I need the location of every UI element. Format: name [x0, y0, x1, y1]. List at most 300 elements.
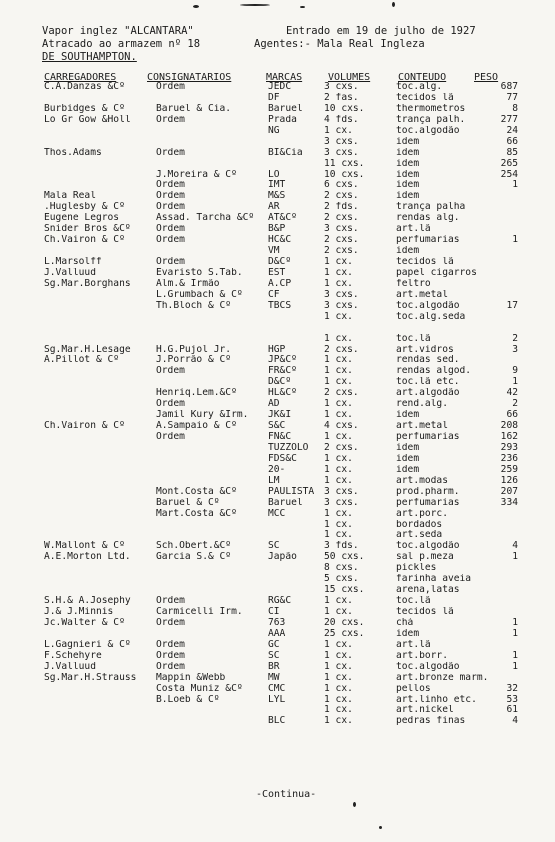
cell-marca: BR — [268, 661, 280, 672]
cell-conteudo: chá — [396, 617, 414, 628]
vessel-name: Vapor inglez "ALCANTARA" — [42, 25, 194, 37]
manifest-table — [0, 82, 555, 727]
cell-conteudo: art.metal — [396, 421, 448, 432]
cell-conteudo: toc.alg.seda — [396, 311, 466, 322]
cell-carregador: Lo Gr Gow &Holl — [44, 114, 131, 125]
cell-peso: 66 — [506, 410, 518, 421]
cell-conteudo: idem — [396, 410, 420, 421]
cell-peso: 1 — [512, 650, 518, 661]
cell-consignatario: Ordem — [156, 147, 185, 158]
table-row — [0, 82, 555, 93]
cell-peso: 254 — [500, 169, 518, 180]
table-row — [0, 312, 555, 323]
cell-conteudo: idem — [396, 464, 420, 475]
table-row — [0, 574, 555, 585]
cell-conteudo: trança palh. — [396, 114, 466, 125]
cell-marca: LM — [268, 475, 280, 486]
cell-volumes: 2 cxs. — [324, 213, 359, 224]
table-row — [0, 585, 555, 596]
cell-conteudo: pedras finas — [396, 716, 466, 727]
cell-conteudo: idem — [396, 158, 420, 169]
cell-consignatario: Ordem — [156, 235, 185, 246]
cell-volumes: 25 cxs. — [324, 628, 365, 639]
cell-volumes: 11 cxs. — [324, 158, 365, 169]
cell-peso: 85 — [506, 147, 518, 158]
cell-volumes: 20 cxs. — [324, 617, 365, 628]
cell-marca: Baruel — [268, 103, 303, 114]
cell-volumes: 1 cx. — [324, 257, 353, 267]
cell-conteudo: toc.lã — [396, 333, 431, 344]
cell-consignatario: Ordem — [156, 202, 185, 213]
table-row — [0, 684, 555, 695]
cell-marca: SC — [268, 541, 280, 552]
table-row — [0, 170, 555, 181]
cell-conteudo: trança palha — [396, 202, 466, 213]
cell-consignatario: Ordem — [156, 191, 185, 202]
cell-peso: 208 — [500, 421, 518, 432]
arrival-date: Entrado em 19 de julho de 1927 — [286, 25, 476, 37]
cell-carregador: .Huglesby & Cº — [44, 202, 125, 213]
cell-consignatario: J.Porrão & Cº — [156, 355, 232, 366]
cell-conteudo: art.lã — [396, 639, 431, 650]
cell-consignatario: H.G.Pujol Jr. — [156, 344, 232, 355]
table-row — [0, 563, 555, 574]
cell-conteudo: pellos — [396, 683, 431, 694]
cell-peso: 265 — [500, 158, 518, 169]
scan-speck — [240, 4, 270, 6]
table-row — [0, 716, 555, 727]
cell-marca: Baruel — [268, 497, 303, 508]
cell-carregador: C.A.Danzas &Cº — [44, 82, 125, 92]
cell-consignatario: Ordem — [156, 82, 185, 92]
cell-volumes: 1 cx. — [324, 672, 353, 683]
column-header-conteudo: CONTEUDO — [398, 72, 447, 83]
cell-carregador: A.Pillot & Cº — [44, 355, 120, 366]
table-row — [0, 596, 555, 607]
cell-carregador: Sg.Mar.H.Lesage — [44, 344, 131, 355]
table-row — [0, 705, 555, 716]
cell-consignatario: Mart.Costa &Cº — [156, 508, 237, 519]
table-row — [0, 552, 555, 563]
cell-marca: FR&Cº — [268, 366, 297, 377]
cell-consignatario: Assad. Tarcha &Cº — [156, 213, 255, 224]
table-row — [0, 443, 555, 454]
cell-peso: 259 — [500, 464, 518, 475]
cell-consignatario: Sch.Obert.&Cº — [156, 541, 232, 552]
cell-conteudo: bordados — [396, 519, 443, 530]
cell-peso: 3 — [512, 344, 518, 355]
scan-speck — [193, 5, 199, 8]
cell-conteudo: tecidos lã — [396, 257, 454, 267]
cell-volumes: 2 cxs. — [324, 235, 359, 246]
cell-conteudo: idem — [396, 169, 420, 180]
cell-consignatario: Jamil Kury &Irm. — [156, 410, 249, 421]
cell-volumes: 3 cxs. — [324, 300, 359, 311]
cell-volumes: 3 cxs. — [324, 82, 359, 92]
cell-conteudo: art.lã — [396, 224, 431, 235]
cell-carregador: A.E.Morton Ltd. — [44, 552, 131, 563]
cell-marca: DF — [268, 92, 280, 103]
cell-carregador: Sg.Mar.Borghans — [44, 278, 131, 289]
cell-marca: MCC — [268, 508, 286, 519]
cell-carregador: L.Gagnieri & Cº — [44, 639, 131, 650]
cell-marca: PAULISTA — [268, 486, 315, 497]
cell-marca: BLC — [268, 716, 286, 727]
table-row — [0, 323, 555, 334]
cell-marca: HC&C — [268, 235, 292, 246]
cell-peso: 42 — [506, 388, 518, 399]
cell-peso: 687 — [500, 82, 518, 92]
cell-volumes: 1 cx. — [324, 311, 353, 322]
cell-peso: 4 — [512, 716, 518, 727]
cell-conteudo: sal p.meza — [396, 552, 454, 563]
table-row — [0, 530, 555, 541]
table-row — [0, 377, 555, 388]
cell-conteudo: prod.pharm. — [396, 486, 460, 497]
cell-carregador: Burbidges & Cº — [44, 103, 125, 114]
cell-consignatario: Ordem — [156, 596, 185, 607]
cell-conteudo: toc.algodão — [396, 125, 460, 136]
cell-volumes: 8 cxs. — [324, 563, 359, 574]
cell-marca: Prada — [268, 114, 297, 125]
cell-conteudo: art.porc. — [396, 508, 448, 519]
cell-volumes: 2 fas. — [324, 92, 359, 103]
table-row — [0, 607, 555, 618]
cell-conteudo: rendas algod. — [396, 366, 472, 377]
table-row — [0, 640, 555, 651]
cell-consignatario: Ordem — [156, 639, 185, 650]
cell-volumes: 10 cxs. — [324, 103, 365, 114]
table-row — [0, 334, 555, 345]
cell-peso: 17 — [506, 300, 518, 311]
cell-carregador: Ch.Vairon & Cº — [44, 421, 125, 432]
cell-consignatario: A.Sampaio & Cº — [156, 421, 237, 432]
cell-peso: 1 — [512, 661, 518, 672]
cell-consignatario: Ordem — [156, 180, 185, 191]
origin-port: DE SOUTHAMPTON. — [42, 51, 137, 63]
cell-marca: VM — [268, 246, 280, 257]
table-row — [0, 235, 555, 246]
cell-volumes: 3 cxs. — [324, 224, 359, 235]
cell-conteudo: art.algodão — [396, 388, 460, 399]
cell-carregador: Sg.Mar.H.Strauss — [44, 672, 137, 683]
cell-consignatario: Baruel & Cº — [156, 497, 220, 508]
cell-volumes: 1 cx. — [324, 716, 353, 727]
cell-consignatario: Ordem — [156, 661, 185, 672]
cell-conteudo: perfumarias — [396, 497, 460, 508]
cell-volumes: 1 cx. — [324, 355, 353, 366]
table-row — [0, 629, 555, 640]
cell-marca: CMC — [268, 683, 286, 694]
cell-volumes: 1 cx. — [324, 694, 353, 705]
cell-marca: A.CP — [268, 278, 292, 289]
cell-consignatario: Ordem — [156, 224, 185, 235]
cell-marca: 20- — [268, 464, 286, 475]
cell-consignatario: Ordem — [156, 114, 185, 125]
cell-conteudo: art.linho etc. — [396, 694, 477, 705]
cell-peso: 66 — [506, 136, 518, 147]
cell-volumes: 50 cxs. — [324, 552, 365, 563]
cell-marca: D&Cº — [268, 377, 292, 388]
cell-volumes: 10 cxs. — [324, 169, 365, 180]
table-row — [0, 410, 555, 421]
cell-conteudo: art.metal — [396, 289, 448, 300]
cell-conteudo: idem — [396, 628, 420, 639]
table-row — [0, 290, 555, 301]
cell-consignatario: Evaristo S.Tab. — [156, 267, 243, 278]
cell-volumes: 4 fds. — [324, 114, 359, 125]
cell-consignatario: J.Moreira & Cº — [156, 169, 237, 180]
cell-marca: FDS&C — [268, 453, 297, 464]
cell-volumes: 5 cxs. — [324, 574, 359, 585]
cell-marca: B&P — [268, 224, 286, 235]
cell-consignatario: Costa Muniz &Cº — [156, 683, 243, 694]
cell-conteudo: rendas alg. — [396, 213, 460, 224]
cell-conteudo: idem — [396, 453, 420, 464]
cell-volumes: 2 cxs. — [324, 191, 359, 202]
table-row — [0, 148, 555, 159]
table-row — [0, 465, 555, 476]
cell-volumes: 1 cx. — [324, 519, 353, 530]
cell-conteudo: art.borr. — [396, 650, 448, 661]
scan-speck — [392, 2, 395, 7]
cell-conteudo: idem — [396, 147, 420, 158]
cell-marca: BI&Cia — [268, 147, 303, 158]
cell-consignatario: Baruel & Cia. — [156, 103, 232, 114]
cell-carregador: S.H.& A.Josephy — [44, 596, 131, 607]
cell-marca: LYL — [268, 694, 286, 705]
cell-carregador: J.& J.Minnis — [44, 607, 114, 617]
cell-peso: 1 — [512, 235, 518, 246]
cell-volumes: 1 cx. — [324, 377, 353, 388]
cell-carregador: Jc.Walter & Cº — [44, 617, 125, 628]
cell-volumes: 1 cx. — [324, 639, 353, 650]
table-row — [0, 618, 555, 629]
column-header-marcas: MARCAS — [266, 72, 303, 83]
table-row — [0, 651, 555, 662]
cell-volumes: 2 cxs. — [324, 344, 359, 355]
table-row — [0, 355, 555, 366]
column-header-peso: PESO — [474, 72, 499, 83]
table-row — [0, 695, 555, 706]
table-row — [0, 421, 555, 432]
cell-volumes: 4 cxs. — [324, 421, 359, 432]
column-header-consignatarios: CONSIGNATARIOS — [147, 72, 232, 83]
cell-carregador: Thos.Adams — [44, 147, 102, 158]
table-row — [0, 202, 555, 213]
table-row — [0, 115, 555, 126]
table-row — [0, 268, 555, 279]
cell-conteudo: toc.algodão — [396, 661, 460, 672]
cell-peso: 1 — [512, 180, 518, 191]
table-row — [0, 104, 555, 115]
cell-consignatario: Mont.Costa &Cº — [156, 486, 237, 497]
cell-conteudo: idem — [396, 180, 420, 191]
table-row — [0, 432, 555, 443]
cell-marca: FN&C — [268, 432, 292, 442]
cell-peso: 162 — [500, 432, 518, 442]
cell-conteudo: toc.algodão — [396, 300, 460, 311]
cell-marca: 763 — [268, 617, 286, 628]
cell-conteudo: rend.alg. — [396, 399, 448, 410]
table-row — [0, 487, 555, 498]
cell-volumes: 1 cx. — [324, 432, 353, 442]
cell-carregador: J.Valluud — [44, 267, 96, 278]
table-row — [0, 366, 555, 377]
cell-consignatario: Garcia S.& Cº — [156, 552, 232, 563]
cell-volumes: 15 cxs. — [324, 585, 365, 596]
table-row — [0, 673, 555, 684]
scan-speck — [353, 802, 356, 807]
cell-peso: 77 — [506, 92, 518, 103]
table-row — [0, 180, 555, 191]
cell-volumes: 2 fds. — [324, 202, 359, 213]
cell-marca: AR — [268, 202, 280, 213]
continua-note: -Continua- — [256, 789, 317, 800]
cell-carregador: Ch.Vairon & Cº — [44, 235, 125, 246]
table-row — [0, 159, 555, 170]
cell-carregador: Eugene Legros — [44, 213, 120, 224]
table-row — [0, 224, 555, 235]
cell-consignatario: Ordem — [156, 650, 185, 661]
cell-conteudo: idem — [396, 136, 420, 147]
table-row — [0, 509, 555, 520]
table-row — [0, 454, 555, 465]
table-row — [0, 345, 555, 356]
cell-peso: 1 — [512, 617, 518, 628]
cell-marca: EST — [268, 267, 286, 278]
cell-marca: CF — [268, 289, 280, 300]
cell-marca: D&Cº — [268, 257, 292, 267]
cell-volumes: 1 cx. — [324, 410, 353, 421]
cell-volumes: 3 fds. — [324, 541, 359, 552]
cell-consignatario: Ordem — [156, 432, 185, 442]
table-row — [0, 191, 555, 202]
cell-marca: RG&C — [268, 596, 292, 607]
cell-conteudo: arena,latas — [396, 585, 460, 596]
cell-conteudo: idem — [396, 191, 420, 202]
cell-marca: TUZZOLO — [268, 442, 309, 453]
cell-marca: LO — [268, 169, 280, 180]
cell-marca: Japão — [268, 552, 297, 563]
cell-marca: HGP — [268, 344, 286, 355]
cell-volumes: 1 cx. — [324, 267, 353, 278]
cell-marca: JK&I — [268, 410, 292, 421]
cell-marca: IMT — [268, 180, 286, 191]
cell-peso: 293 — [500, 442, 518, 453]
column-header-volumes: VOLUMES — [328, 72, 371, 83]
cell-peso: 8 — [512, 103, 518, 114]
cell-volumes: 1 cx. — [324, 596, 353, 607]
cell-marca: S&C — [268, 421, 286, 432]
cell-peso: 207 — [500, 486, 518, 497]
cell-conteudo: art.seda — [396, 530, 443, 541]
table-row — [0, 399, 555, 410]
cell-volumes: 2 cxs. — [324, 442, 359, 453]
cell-marca: GC — [268, 639, 280, 650]
cell-carregador: F.Schehyre — [44, 650, 102, 661]
cell-peso: 2 — [512, 333, 518, 344]
cell-consignatario: Mappin &Webb — [156, 672, 226, 683]
cell-volumes: 2 cxs. — [324, 246, 359, 257]
cell-consignatario: Ordem — [156, 257, 185, 267]
cell-marca: HL&Cº — [268, 388, 297, 399]
cell-volumes: 2 cxs. — [324, 388, 359, 399]
cell-peso: 126 — [500, 475, 518, 486]
cell-marca: SC — [268, 650, 280, 661]
cell-conteudo: toc.alg. — [396, 82, 443, 92]
table-row — [0, 213, 555, 224]
cell-conteudo: idem — [396, 442, 420, 453]
cell-consignatario: Alm.& Irmão — [156, 278, 220, 289]
cell-consignatario: Ordem — [156, 399, 185, 410]
cell-volumes: 3 cxs. — [324, 497, 359, 508]
cell-volumes: 1 cx. — [324, 453, 353, 464]
cell-conteudo: toc.lã — [396, 596, 431, 607]
cell-carregador: J.Valluud — [44, 661, 96, 672]
table-row — [0, 137, 555, 148]
cell-conteudo: tecidos lã — [396, 92, 454, 103]
table-row — [0, 257, 555, 268]
cell-peso: 1 — [512, 628, 518, 639]
table-row — [0, 301, 555, 312]
cell-consignatario: L.Grumbach & Cº — [156, 289, 243, 300]
table-row — [0, 246, 555, 257]
table-row — [0, 279, 555, 290]
cell-conteudo: papel cigarros — [396, 267, 477, 278]
cell-conteudo: farinha aveia — [396, 574, 472, 585]
cell-conteudo: perfumarias — [396, 235, 460, 246]
cell-conteudo: art.modas — [396, 475, 448, 486]
cell-consignatario: Th.Bloch & Cº — [156, 300, 232, 311]
cell-peso: 24 — [506, 125, 518, 136]
cell-conteudo: rendas sed. — [396, 355, 460, 366]
cell-marca: CI — [268, 607, 280, 617]
cell-peso: 1 — [512, 552, 518, 563]
cell-conteudo: art.vidros — [396, 344, 454, 355]
cell-peso: 236 — [500, 453, 518, 464]
cell-marca: AD — [268, 399, 280, 410]
column-header-carregadores: CARREGADORES — [44, 72, 117, 83]
cell-volumes: 1 cx. — [324, 661, 353, 672]
cell-peso: 32 — [506, 683, 518, 694]
table-row — [0, 662, 555, 673]
cell-peso: 4 — [512, 541, 518, 552]
cell-consignatario: Ordem — [156, 366, 185, 377]
cell-marca: JEDC — [268, 82, 292, 92]
cell-conteudo: idem — [396, 246, 420, 257]
cell-peso: 277 — [500, 114, 518, 125]
cell-consignatario: Henriq.Lem.&Cº — [156, 388, 237, 399]
cell-marca: AAA — [268, 628, 286, 639]
cell-marca: AT&Cº — [268, 213, 297, 224]
cell-conteudo: toc.lã etc. — [396, 377, 460, 388]
cell-peso: 334 — [500, 497, 518, 508]
cell-conteudo: tecidos lã — [396, 607, 454, 617]
cell-carregador: W.Mallont & Cº — [44, 541, 125, 552]
cell-volumes: 1 cx. — [324, 530, 353, 541]
cell-volumes: 3 cxs. — [324, 147, 359, 158]
table-row — [0, 541, 555, 552]
cell-peso: 61 — [506, 705, 518, 716]
cell-conteudo: thermometros — [396, 103, 466, 114]
cell-volumes: 1 cx. — [324, 464, 353, 475]
table-row — [0, 476, 555, 487]
cell-volumes: 1 cx. — [324, 705, 353, 716]
cell-volumes: 1 cx. — [324, 366, 353, 377]
table-row — [0, 93, 555, 104]
cell-marca: TBCS — [268, 300, 292, 311]
